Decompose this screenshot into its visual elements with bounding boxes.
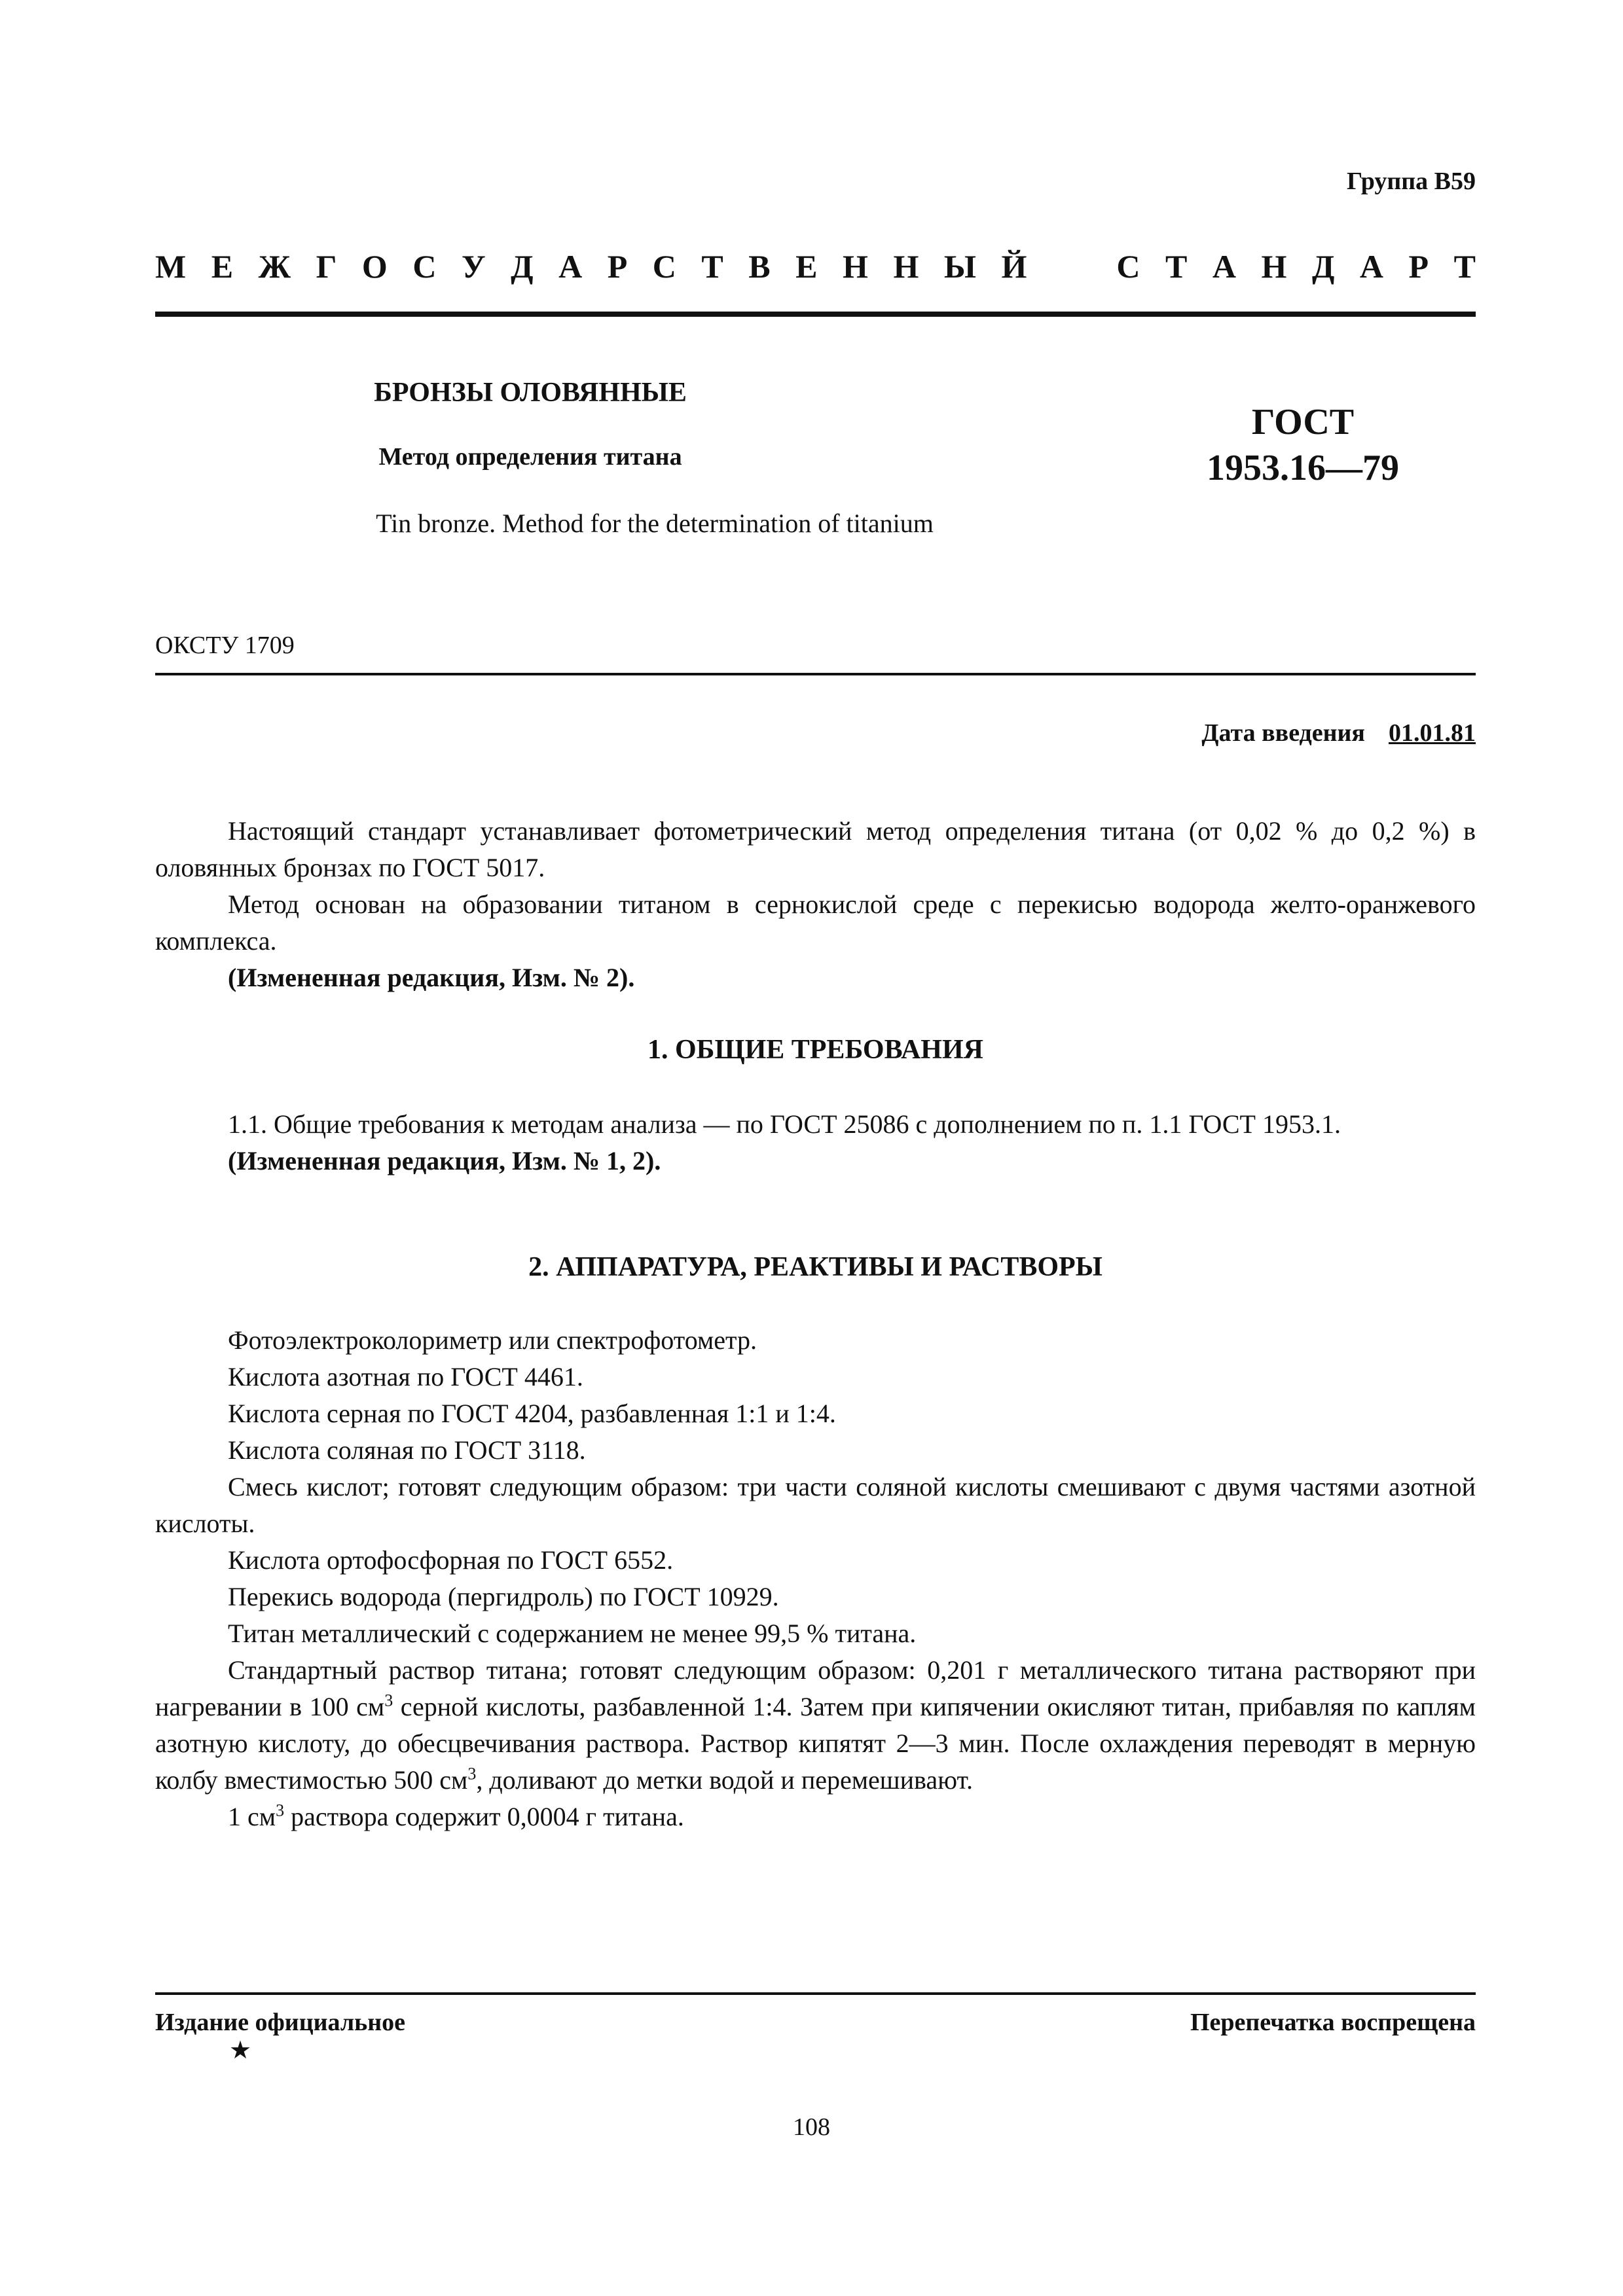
superscript: 3 [467, 1764, 477, 1784]
reprint-prohibited: Перепечатка воспрещена [1190, 2009, 1476, 2036]
interstate-standard-heading [155, 247, 1476, 285]
date-value: 01.01.81 [1389, 719, 1476, 747]
group-code: Группа В59 [1346, 168, 1476, 195]
letter: С [652, 248, 676, 285]
letter: Д [1311, 248, 1335, 285]
letter: Е [211, 248, 234, 285]
list-item: Кислота азотная по ГОСТ 4461. [228, 1362, 583, 1391]
intro-block [155, 813, 1476, 996]
section-1-body [155, 1106, 1476, 1179]
official-edition: Издание официальное [155, 2009, 406, 2036]
letter: Т [1165, 248, 1188, 285]
date-label: Дата введения [1201, 719, 1365, 747]
list-item: Кислота соляная по ГОСТ 3118. [228, 1435, 586, 1465]
amendment-note: (Измененная редакция, Изм. № 2). [228, 963, 635, 992]
paragraph: Настоящий стандарт устанавливает фотометрический метод определения титана (от 0,02 % до 0,2 %) в оловянных бронзах по ГОСТ 5017. [155, 816, 1476, 882]
amendment-note: (Измененная редакция, Изм. № 1, 2). [228, 1146, 661, 1175]
letter: Н [843, 248, 868, 285]
gost-number: 1953.16—79 [1207, 448, 1399, 488]
list-item: Фотоэлектроколориметр или спектрофотометр. [228, 1325, 757, 1355]
paragraph: Метод основан на образовании титаном в сернокислой среде с перекисью водорода желто-оранжевого комплекса. [155, 889, 1476, 956]
letter: А [1212, 248, 1237, 285]
list-item: Перекись водорода (пергидроль) по ГОСТ 10929. [228, 1582, 779, 1611]
text-run: серной кислоты, разбавленной 1:4. Затем при кипячении окисляют титан, прибавляя по каплям азотную кислоту, до обесцвечивания раствора. Раствор кипятят 2—3 мин. После охлаждения переводят в мерную колбу вместимостью 500 см [155, 1692, 1476, 1795]
letter: Г [316, 248, 337, 285]
header-rule [155, 312, 1476, 317]
concentration-paragraph [155, 1799, 1476, 1835]
section-1-heading: 1. ОБЩИЕ ТРЕБОВАНИЯ [647, 1035, 983, 1065]
letter: Т [1453, 248, 1476, 285]
english-title: Tin bronze. Method for the determination of titanium [376, 509, 934, 538]
text-run: , доливают до метки водой и перемешивают. [476, 1765, 973, 1795]
effective-date [1201, 719, 1476, 747]
section-2-heading: 2. АППАРАТУРА, РЕАКТИВЫ И РАСТВОРЫ [528, 1252, 1103, 1282]
gost-label: ГОСТ [1251, 402, 1355, 442]
text-run: раствора содержит 0,0004 г титана. [284, 1802, 684, 1831]
letter: Н [893, 248, 919, 285]
star-icon: ★ [229, 2037, 252, 2064]
letter: У [461, 248, 486, 285]
letter: С [1116, 248, 1140, 285]
letter: С [412, 248, 437, 285]
letter: Д [511, 248, 534, 285]
paragraph: 1.1. Общие требования к методам анализа — по ГОСТ 25086 с дополнением по п. 1.1 ГОСТ 1953.1. [228, 1109, 1341, 1139]
letter: О [361, 248, 388, 285]
letter: А [558, 248, 583, 285]
list-item: Кислота серная по ГОСТ 4204, разбавленная 1:1 и 1:4. [228, 1399, 836, 1428]
letter: М [155, 248, 187, 285]
letter: Н [1261, 248, 1287, 285]
text-run: Стандартный раствор титана; готовят следующим образом: 0,201 г металлического титана растворяют при нагревании в 100 см [155, 1655, 1476, 1721]
letter: Р [1408, 248, 1429, 285]
list-item: Кислота ортофосфорная по ГОСТ 6552. [228, 1545, 674, 1575]
okstu-rule [155, 673, 1476, 675]
letter: А [1359, 248, 1383, 285]
document-subtitle: Метод определения титана [378, 443, 682, 471]
letter: Й [1001, 248, 1027, 285]
text-run: 1 см [228, 1802, 276, 1831]
letter: Е [795, 248, 818, 285]
page-number: 108 [793, 2113, 830, 2141]
list-item: Смесь кислот; готовят следующим образом: три части соляной кислоты смешивают с двумя частями азотной кислоты. [155, 1472, 1476, 1538]
okstu-code: ОКСТУ 1709 [155, 632, 295, 659]
letter: Р [607, 248, 628, 285]
superscript: 3 [384, 1691, 393, 1710]
word-gap [1052, 247, 1091, 285]
superscript: 3 [276, 1801, 285, 1820]
letter: Т [701, 248, 723, 285]
standard-solution-paragraph [155, 1652, 1476, 1799]
document-title: БРОНЗЫ ОЛОВЯННЫЕ [374, 378, 687, 408]
letter: Ы [943, 248, 976, 285]
letter: Ж [258, 248, 291, 285]
list-item: Титан металлический с содержанием не менее 99,5 % титана. [228, 1619, 917, 1648]
letter: В [748, 248, 771, 285]
footer-rule [155, 1992, 1476, 1995]
section-2-body [155, 1322, 1476, 1835]
